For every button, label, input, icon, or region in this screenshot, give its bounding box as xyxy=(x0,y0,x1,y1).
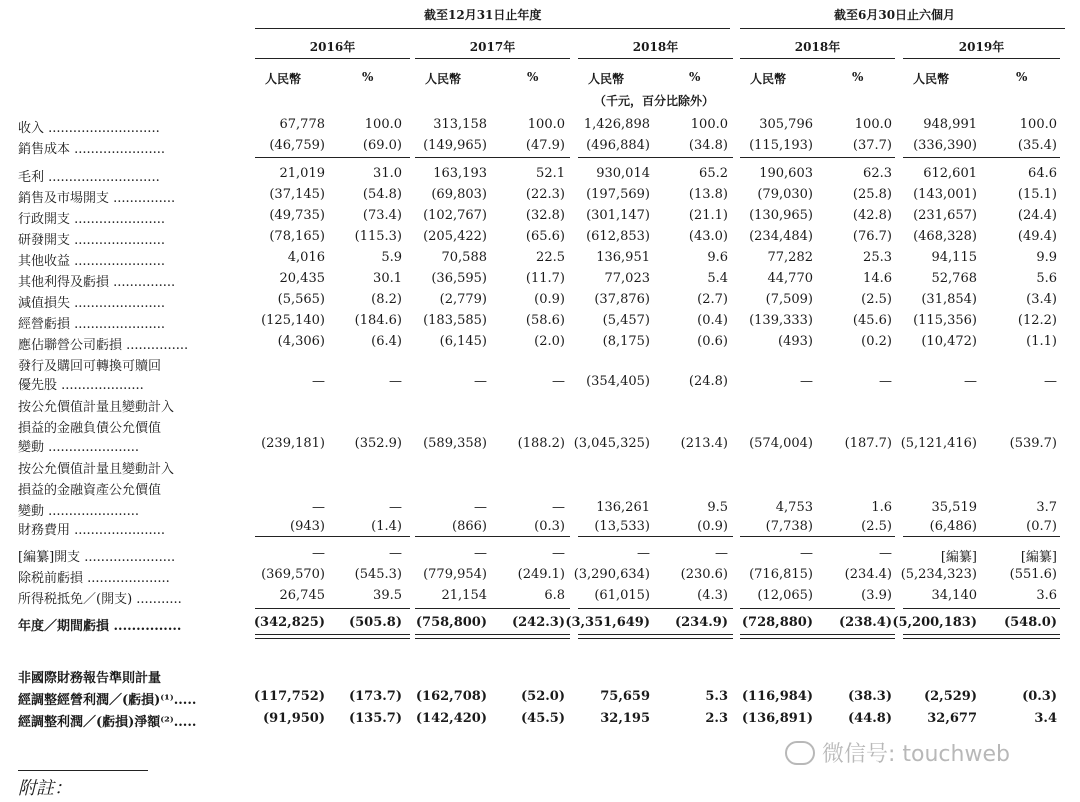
row-value: (0.7) xyxy=(1026,519,1057,534)
row-value: — xyxy=(312,546,325,561)
row-value: (230.6) xyxy=(680,567,728,582)
nonifrs-row-value: 75,659 xyxy=(600,689,650,704)
row-value: (242.3) xyxy=(511,615,565,630)
watermark-text: 微信号: touchweb xyxy=(822,742,1010,767)
row-value: (102,767) xyxy=(423,208,487,223)
row-value: (46,759) xyxy=(269,138,325,153)
column-label: 人民幣 xyxy=(913,72,950,86)
row-value: (42.8) xyxy=(852,208,892,223)
row-value: (612,853) xyxy=(586,229,650,244)
row-label: 應佔聯營公司虧損 ............... xyxy=(18,338,189,353)
row-value: (24.4) xyxy=(1017,208,1057,223)
row-value: — xyxy=(715,546,728,561)
row-value: (2.5) xyxy=(861,292,892,307)
row-value: (197,569) xyxy=(586,187,650,202)
row-value: (866) xyxy=(452,519,487,534)
row-value: (5,200,183) xyxy=(892,615,977,630)
nonifrs-row-value: (117,752) xyxy=(253,689,325,704)
row-value: (548.0) xyxy=(1003,615,1057,630)
subtotal-rule xyxy=(740,608,895,609)
row-value: (3.4) xyxy=(1026,292,1057,307)
row-value: 948,991 xyxy=(923,117,977,132)
row-value: (10,472) xyxy=(921,334,977,349)
column-label: % xyxy=(689,70,701,84)
row-value: (5,121,416) xyxy=(900,436,977,451)
row-value: — xyxy=(389,546,402,561)
row-value: (0.9) xyxy=(534,292,565,307)
row-value: 70,588 xyxy=(441,250,487,265)
row-value: (8.2) xyxy=(371,292,402,307)
nonifrs-row-value: (142,420) xyxy=(415,711,487,726)
row-value: — xyxy=(552,500,565,515)
row-value: — xyxy=(312,374,325,389)
row-value: (213.4) xyxy=(680,436,728,451)
row-label: 發行及購回可轉換可贖回 xyxy=(18,359,162,374)
row-value: 39.5 xyxy=(373,588,402,603)
total-rule xyxy=(740,634,895,635)
row-value: (505.8) xyxy=(348,615,402,630)
row-label: 研發開支 ...................... xyxy=(18,233,166,248)
row-label: 其他收益 ...................... xyxy=(18,254,166,269)
row-value: (545.3) xyxy=(354,567,402,582)
row-value: (2.5) xyxy=(861,519,892,534)
subtotal-rule xyxy=(255,536,410,537)
row-value: 35,519 xyxy=(931,500,977,515)
row-label: 所得税抵免／(開支) ........... xyxy=(18,592,182,607)
row-value: (45.6) xyxy=(852,313,892,328)
column-label: 人民幣 xyxy=(750,72,787,86)
row-value: — xyxy=(800,374,813,389)
total-rule xyxy=(255,634,410,635)
nonifrs-row-label: 經調整利潤／(虧損)淨額⁽²⁾..... xyxy=(18,715,197,730)
row-value: (758,800) xyxy=(415,615,487,630)
row-value: (352.9) xyxy=(354,436,402,451)
row-value: — xyxy=(474,546,487,561)
row-value: 100.0 xyxy=(527,117,565,132)
row-value: 5.4 xyxy=(707,271,728,286)
row-value: (5,565) xyxy=(277,292,325,307)
nonifrs-row-value: 2.3 xyxy=(705,711,728,726)
column-label: 人民幣 xyxy=(588,72,625,86)
row-value: (6.4) xyxy=(371,334,402,349)
row-value: (0.6) xyxy=(697,334,728,349)
row-value: (7,509) xyxy=(765,292,813,307)
row-value: [編纂] xyxy=(940,550,977,565)
row-value: — xyxy=(474,500,487,515)
row-value: (13,533) xyxy=(594,519,650,534)
row-label: 行政開支 ...................... xyxy=(18,212,166,227)
row-value: 65.2 xyxy=(699,166,728,181)
year-header: 2018年 xyxy=(632,40,679,54)
row-value: 5.6 xyxy=(1036,271,1057,286)
row-value: 52.1 xyxy=(536,166,565,181)
row-value: (539.7) xyxy=(1009,436,1057,451)
row-value: (943) xyxy=(290,519,325,534)
nonifrs-row-value: 3.4 xyxy=(1034,711,1057,726)
nonifrs-row-label: 經調整經營利潤／(虧損)⁽¹⁾..... xyxy=(18,693,197,708)
row-value: (143,001) xyxy=(913,187,977,202)
row-value: — xyxy=(879,546,892,561)
row-value: (139,333) xyxy=(749,313,813,328)
row-value: (31,854) xyxy=(921,292,977,307)
row-value: — xyxy=(637,546,650,561)
row-value: 25.3 xyxy=(863,250,892,265)
row-value: 3.6 xyxy=(1036,588,1057,603)
footnote-label: 附註： xyxy=(18,778,72,799)
row-value: (493) xyxy=(778,334,813,349)
row-value: 52,768 xyxy=(931,271,977,286)
row-value: — xyxy=(800,546,813,561)
row-value: (15.1) xyxy=(1017,187,1057,202)
row-value: (73.4) xyxy=(362,208,402,223)
row-label: 除税前虧損 .................... xyxy=(18,571,170,586)
row-value: 9.5 xyxy=(707,500,728,515)
row-value: 94,115 xyxy=(931,250,977,265)
total-rule xyxy=(415,638,570,639)
row-value: 77,282 xyxy=(767,250,813,265)
row-value: 305,796 xyxy=(759,117,813,132)
total-rule xyxy=(578,634,733,635)
row-value: (496,884) xyxy=(586,138,650,153)
row-label: 損益的金融負債公允價值 xyxy=(18,421,162,436)
row-value: (468,328) xyxy=(913,229,977,244)
column-label: 人民幣 xyxy=(265,72,302,86)
nonifrs-row-value: (45.5) xyxy=(521,711,565,726)
row-value: (49,735) xyxy=(269,208,325,223)
nonifrs-row-value: (116,984) xyxy=(741,689,813,704)
subtotal-rule xyxy=(578,157,733,158)
year-header: 2017年 xyxy=(469,40,516,54)
row-value: (115.3) xyxy=(354,229,402,244)
row-value: (24.8) xyxy=(688,374,728,389)
row-value: [編纂] xyxy=(1020,550,1057,565)
row-value: (22.3) xyxy=(525,187,565,202)
row-value: 1.6 xyxy=(871,500,892,515)
row-value: — xyxy=(552,546,565,561)
total-rule xyxy=(255,638,410,639)
row-value: 30.1 xyxy=(373,271,402,286)
row-value: (234,484) xyxy=(749,229,813,244)
row-label: 財務費用 ...................... xyxy=(18,523,166,538)
row-value: (574,004) xyxy=(749,436,813,451)
row-value: 3.7 xyxy=(1036,500,1057,515)
row-value: 34,140 xyxy=(931,588,977,603)
year-rule xyxy=(578,58,733,59)
row-value: 6.8 xyxy=(544,588,565,603)
total-rule xyxy=(903,634,1060,635)
year-header: 2019年 xyxy=(958,40,1005,54)
row-label: 變動 ...................... xyxy=(18,440,140,455)
row-value: (37.7) xyxy=(852,138,892,153)
row-value: (183,585) xyxy=(423,313,487,328)
row-label: [編纂]開支 ...................... xyxy=(18,550,176,565)
subtotal-rule xyxy=(578,608,733,609)
row-value: (4,306) xyxy=(277,334,325,349)
column-label: % xyxy=(527,70,539,84)
row-value: 100.0 xyxy=(1019,117,1057,132)
row-value: 4,753 xyxy=(775,500,813,515)
row-value: (336,390) xyxy=(913,138,977,153)
row-value: (115,193) xyxy=(749,138,813,153)
nonifrs-row-value: (2,529) xyxy=(923,689,977,704)
nonifrs-row-value: (162,708) xyxy=(415,689,487,704)
row-value: (78,165) xyxy=(269,229,325,244)
row-value: (369,570) xyxy=(261,567,325,582)
total-rule xyxy=(578,638,733,639)
subtotal-rule xyxy=(415,608,570,609)
row-value: (125,140) xyxy=(261,313,325,328)
total-rule xyxy=(740,638,895,639)
row-value: — xyxy=(312,500,325,515)
row-value: (6,486) xyxy=(929,519,977,534)
row-value: (34.8) xyxy=(688,138,728,153)
footnote-rule xyxy=(18,770,148,771)
row-value: (43.0) xyxy=(688,229,728,244)
subtotal-rule xyxy=(903,157,1060,158)
row-label: 按公允價值計量且變動計入 xyxy=(18,400,175,415)
nonifrs-row-value: (136,891) xyxy=(741,711,813,726)
row-value: (7,738) xyxy=(765,519,813,534)
row-value: (6,145) xyxy=(439,334,487,349)
subtotal-rule xyxy=(415,536,570,537)
nonifrs-row-value: (44.8) xyxy=(848,711,892,726)
row-label: 損益的金融資產公允價值 xyxy=(18,483,162,498)
nonifrs-title: 非國際財務報告準則計量 xyxy=(18,671,162,686)
row-value: 1,426,898 xyxy=(583,117,650,132)
row-value: (1.4) xyxy=(371,519,402,534)
row-value: (234.9) xyxy=(674,615,728,630)
row-value: (4.3) xyxy=(697,588,728,603)
subtotal-rule xyxy=(740,157,895,158)
row-value: 20,435 xyxy=(279,271,325,286)
row-label: 收入 ........................... xyxy=(18,121,160,136)
nonifrs-row-value: (135.7) xyxy=(348,711,402,726)
year-rule xyxy=(415,58,570,59)
nonifrs-row-value: 32,677 xyxy=(927,711,977,726)
row-value: 930,014 xyxy=(596,166,650,181)
row-value: (249.1) xyxy=(517,567,565,582)
row-value: 21,019 xyxy=(279,166,325,181)
row-value: (69.0) xyxy=(362,138,402,153)
row-value: (69,803) xyxy=(431,187,487,202)
row-value: 163,193 xyxy=(433,166,487,181)
column-label: % xyxy=(1016,70,1028,84)
subtotal-rule xyxy=(255,608,410,609)
nonifrs-row-value: (52.0) xyxy=(521,689,565,704)
row-value: (37,145) xyxy=(269,187,325,202)
row-label: 優先股 .................... xyxy=(18,378,144,393)
row-value: (0.2) xyxy=(861,334,892,349)
row-value: (1.1) xyxy=(1026,334,1057,349)
total-rule xyxy=(903,638,1060,639)
unit-note: （千元，百分比除外） xyxy=(594,94,715,108)
row-label: 按公允價值計量且變動計入 xyxy=(18,462,175,477)
row-value: (342,825) xyxy=(253,615,325,630)
row-value: — xyxy=(964,374,977,389)
row-value: (238.4) xyxy=(838,615,892,630)
row-value: — xyxy=(474,374,487,389)
row-value: — xyxy=(389,500,402,515)
nonifrs-row-value: (0.3) xyxy=(1022,689,1057,704)
row-value: (37,876) xyxy=(594,292,650,307)
column-label: % xyxy=(852,70,864,84)
nonifrs-row-value: (91,950) xyxy=(262,711,325,726)
row-value: (3,045,325) xyxy=(573,436,650,451)
row-value: (36,595) xyxy=(431,271,487,286)
subtotal-rule xyxy=(903,536,1060,537)
header-group-fiscal-years: 截至12月31日止年度 xyxy=(424,8,542,22)
row-value: (49.4) xyxy=(1017,229,1057,244)
row-value: (2,779) xyxy=(439,292,487,307)
nonifrs-row-value: 32,195 xyxy=(600,711,650,726)
row-value: 136,951 xyxy=(596,250,650,265)
row-value: 136,261 xyxy=(596,500,650,515)
row-value: 612,601 xyxy=(923,166,977,181)
year-header: 2018年 xyxy=(794,40,841,54)
row-value: (3,351,649) xyxy=(565,615,650,630)
year-rule xyxy=(903,58,1060,59)
row-label: 銷售成本 ...................... xyxy=(18,142,166,157)
row-value: (79,030) xyxy=(757,187,813,202)
row-label: 其他利得及虧損 ............... xyxy=(18,275,176,290)
row-value: 26,745 xyxy=(279,588,325,603)
row-value: 64.6 xyxy=(1028,166,1057,181)
row-value: (65.6) xyxy=(525,229,565,244)
subtotal-rule xyxy=(903,608,1060,609)
row-value: (8,175) xyxy=(602,334,650,349)
row-value: (188.2) xyxy=(517,436,565,451)
row-label: 毛利 ........................... xyxy=(18,170,160,185)
row-label: 年度／期間虧損 ............... xyxy=(18,619,182,634)
row-value: (21.1) xyxy=(688,208,728,223)
row-value: (2.0) xyxy=(534,334,565,349)
row-value: (3,290,634) xyxy=(573,567,650,582)
row-value: (205,422) xyxy=(423,229,487,244)
row-value: — xyxy=(879,374,892,389)
row-value: (0.4) xyxy=(697,313,728,328)
column-label: 人民幣 xyxy=(425,72,462,86)
row-value: — xyxy=(1044,374,1057,389)
row-value: (3.9) xyxy=(861,588,892,603)
row-value: (25.8) xyxy=(852,187,892,202)
row-value: 14.6 xyxy=(863,271,892,286)
row-value: (0.3) xyxy=(534,519,565,534)
row-value: (2.7) xyxy=(697,292,728,307)
row-value: — xyxy=(389,374,402,389)
header-rule-left xyxy=(255,28,730,29)
row-value: (301,147) xyxy=(586,208,650,223)
row-value: (239,181) xyxy=(261,436,325,451)
row-value: (76.7) xyxy=(852,229,892,244)
nonifrs-row-value: (38.3) xyxy=(848,689,892,704)
row-value: (551.6) xyxy=(1009,567,1057,582)
subtotal-rule xyxy=(578,536,733,537)
row-value: (12,065) xyxy=(757,588,813,603)
row-value: 67,778 xyxy=(279,117,325,132)
row-value: (58.6) xyxy=(525,313,565,328)
nonifrs-row-value: 5.3 xyxy=(705,689,728,704)
row-value: (234.4) xyxy=(844,567,892,582)
row-value: (11.7) xyxy=(525,271,565,286)
subtotal-rule xyxy=(415,157,570,158)
row-value: (728,880) xyxy=(741,615,813,630)
row-label: 經營虧損 ...................... xyxy=(18,317,166,332)
row-value: 100.0 xyxy=(854,117,892,132)
row-value: (187.7) xyxy=(844,436,892,451)
row-value: (5,234,323) xyxy=(900,567,977,582)
row-value: (54.8) xyxy=(362,187,402,202)
header-group-six-months: 截至6月30日止六個月 xyxy=(834,8,956,22)
year-rule xyxy=(255,58,410,59)
row-value: 9.6 xyxy=(707,250,728,265)
row-value: 22.5 xyxy=(536,250,565,265)
wechat-icon xyxy=(785,741,815,765)
row-value: 77,023 xyxy=(604,271,650,286)
row-value: (13.8) xyxy=(688,187,728,202)
total-rule xyxy=(415,634,570,635)
row-value: 9.9 xyxy=(1036,250,1057,265)
row-value: 62.3 xyxy=(863,166,892,181)
header-rule-right xyxy=(740,28,1065,29)
row-value: (0.9) xyxy=(697,519,728,534)
row-value: 100.0 xyxy=(690,117,728,132)
subtotal-rule xyxy=(740,536,895,537)
row-value: (184.6) xyxy=(354,313,402,328)
row-label: 變動 ...................... xyxy=(18,504,140,519)
row-value: (61,015) xyxy=(594,588,650,603)
row-value: (32.8) xyxy=(525,208,565,223)
row-value: (149,965) xyxy=(423,138,487,153)
row-value: (115,356) xyxy=(913,313,977,328)
row-value: 31.0 xyxy=(373,166,402,181)
row-value: (47.9) xyxy=(525,138,565,153)
row-label: 減值損失 ...................... xyxy=(18,296,166,311)
row-value: 44,770 xyxy=(767,271,813,286)
row-value: 5.9 xyxy=(381,250,402,265)
row-value: (12.2) xyxy=(1017,313,1057,328)
subtotal-rule xyxy=(255,157,410,158)
row-value: (5,457) xyxy=(602,313,650,328)
row-value: — xyxy=(552,374,565,389)
row-value: 313,158 xyxy=(433,117,487,132)
row-value: (779,954) xyxy=(423,567,487,582)
row-value: (231,657) xyxy=(913,208,977,223)
nonifrs-row-value: (173.7) xyxy=(348,689,402,704)
row-value: (716,815) xyxy=(749,567,813,582)
column-label: % xyxy=(362,70,374,84)
row-value: (35.4) xyxy=(1017,138,1057,153)
row-value: (589,358) xyxy=(423,436,487,451)
row-value: 21,154 xyxy=(441,588,487,603)
row-value: 190,603 xyxy=(759,166,813,181)
row-value: 4,016 xyxy=(287,250,325,265)
year-header: 2016年 xyxy=(309,40,356,54)
row-value: (354,405) xyxy=(586,374,650,389)
row-label: 銷售及市場開支 ............... xyxy=(18,191,176,206)
year-rule xyxy=(740,58,895,59)
row-value: 100.0 xyxy=(364,117,402,132)
row-value: (130,965) xyxy=(749,208,813,223)
